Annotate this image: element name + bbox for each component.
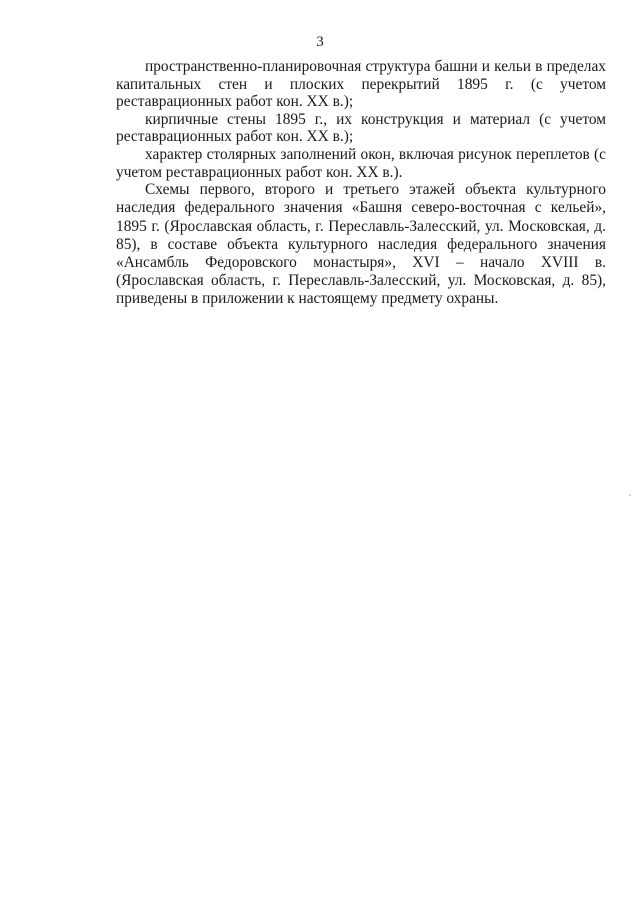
page-number: 3 [316,34,324,50]
paragraph-spatial-structure: пространственно-планировочная структура башни и кельи в пределах капитальных стен и плоских перекрытий 1895 г. (с учетом реставрационных работ кон. XX в.); [116,58,606,111]
paragraph-brick-walls: кирпичные стены 1895 г., их конструкция и материал (с учетом реставрационных работ кон. XX в.); [116,110,606,146]
paragraph-floor-schemes: Схемы первого, второго и третьего этажей объекта культурного наследия федерального значения «Башня северо-восточная с кельей», 1895 г. (Ярославская область, г. Переславль-Залесский, ул. Московская, д. 85), в составе объекта культурного наследия федерального значения «Ансамбль Федоровского монастыря», XVI – начало XVIII в. (Ярославская область, г. Переславль-Залесский, ул. Московская, д. 85), приведены в приложении к настоящему предмету охраны. [116,181,606,308]
paragraph-window-fillings: характер столярных заполнений окон, включая рисунок переплетов (с учетом реставрационных работ кон. XX в.). [116,145,606,181]
scan-artifact [629,494,631,496]
document-body [116,58,606,309]
